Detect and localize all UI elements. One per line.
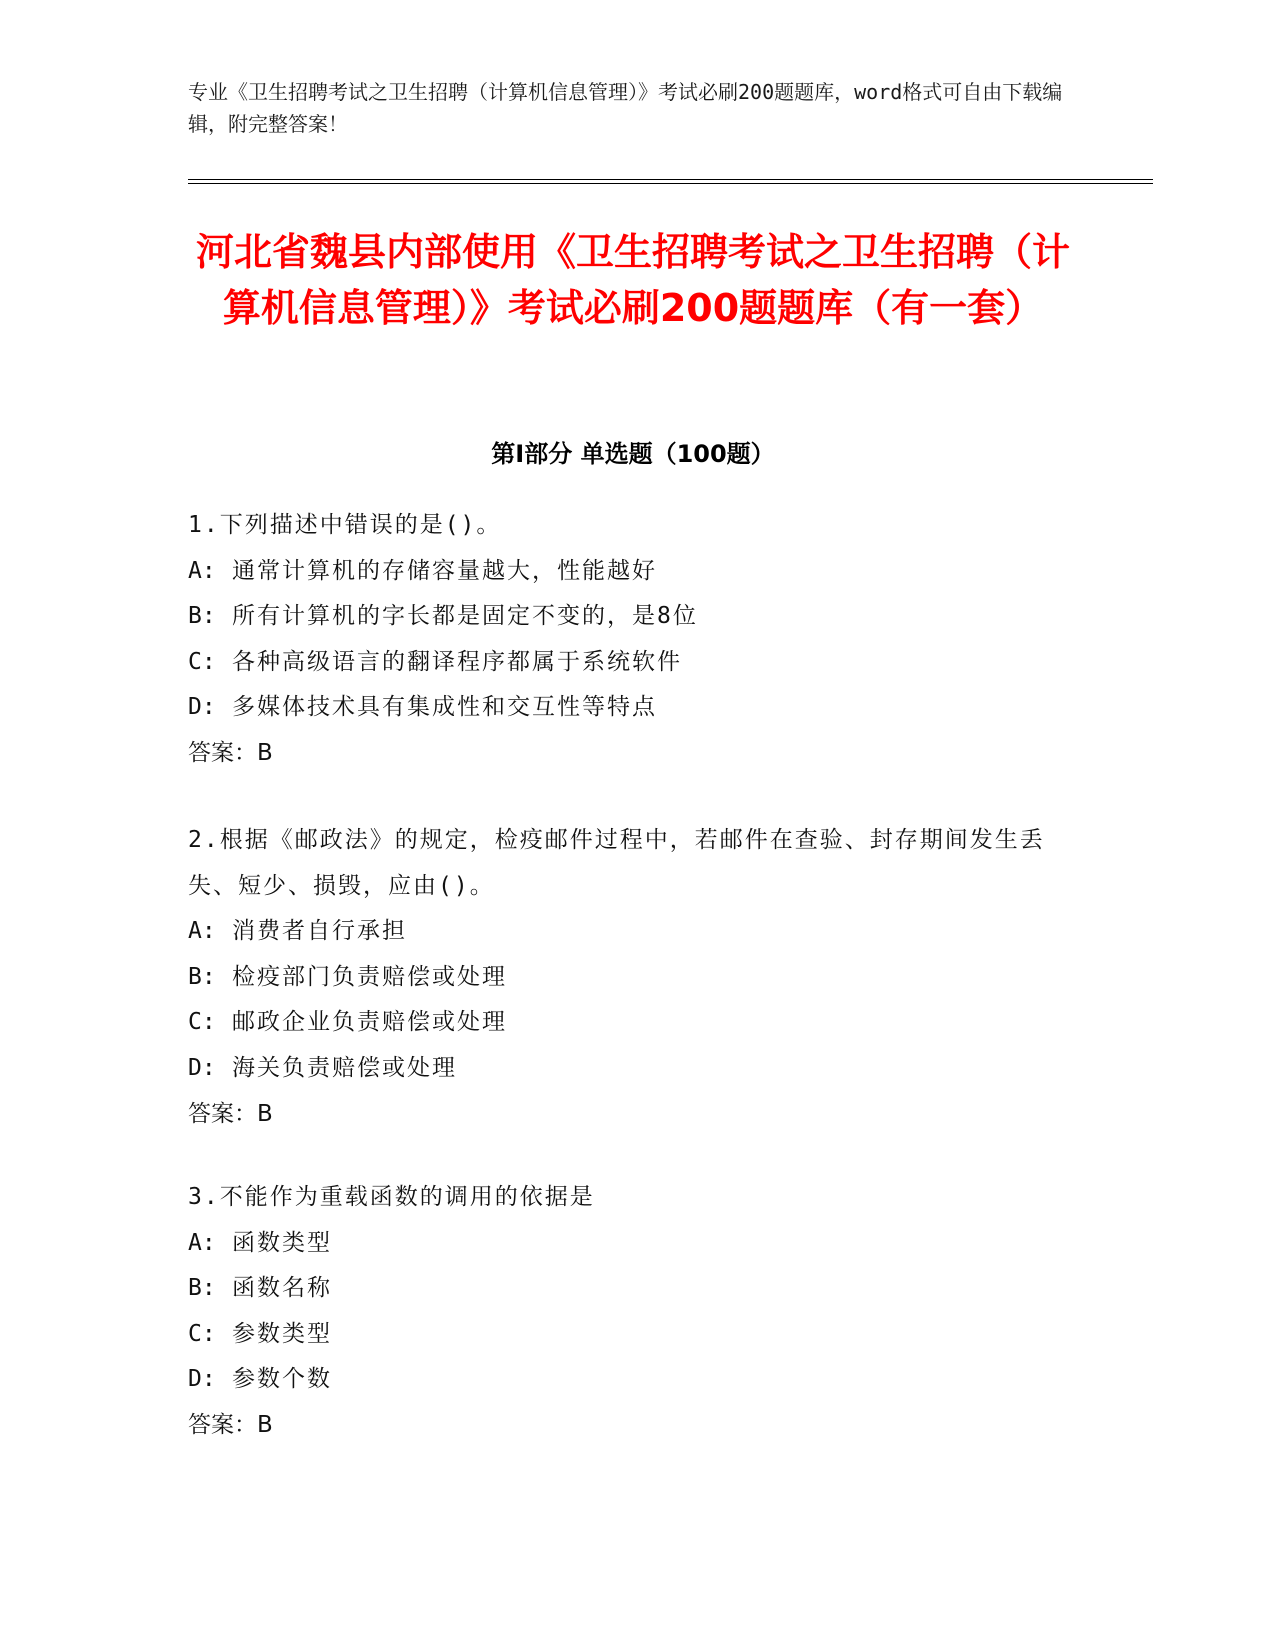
option-b <box>188 955 1068 1001</box>
question-stem: 2.根据《邮政法》的规定，检疫邮件过程中，若邮件在查验、封存期间发生丢失、短少、损毁，应由()。 <box>188 827 1045 899</box>
question-block-2 <box>188 818 1068 1137</box>
option-key: C: <box>188 648 216 675</box>
option-a <box>188 909 1068 955</box>
option-text: 邮政企业负责赔偿或处理 <box>232 1009 507 1036</box>
option-d <box>188 1357 1068 1403</box>
option-b <box>188 1266 1068 1312</box>
option-key: C: <box>188 1009 216 1036</box>
option-a <box>188 1221 1068 1267</box>
option-b <box>188 594 1068 640</box>
option-key: C: <box>188 1320 216 1347</box>
header-note: 专业《卫生招聘考试之卫生招聘（计算机信息管理）》考试必刷200题题库，word格式可自由下载编辑，附完整答案！ <box>188 80 1063 136</box>
option-key: B: <box>188 963 216 990</box>
header-divider-bottom <box>188 183 1153 184</box>
option-c <box>188 640 1068 686</box>
option-a <box>188 549 1068 595</box>
option-key: D: <box>188 1366 216 1393</box>
option-text: 函数名称 <box>232 1275 332 1302</box>
header-divider-top <box>188 179 1153 180</box>
section-title: 第Ⅰ部分 单选题（100题） <box>491 440 775 468</box>
option-key: B: <box>188 603 216 630</box>
document-title: 河北省魏县内部使用《卫生招聘考试之卫生招聘（计算机信息管理）》考试必刷200题题库（有一套） <box>195 230 1070 330</box>
option-key: D: <box>188 694 216 721</box>
answer: 答案：B <box>188 1411 273 1438</box>
option-c <box>188 1312 1068 1358</box>
option-key: B: <box>188 1275 216 1302</box>
option-text: 各种高级语言的翻译程序都属于系统软件 <box>232 648 682 675</box>
option-text: 通常计算机的存储容量越大，性能越好 <box>232 557 657 584</box>
option-c <box>188 1000 1068 1046</box>
option-text: 检疫部门负责赔偿或处理 <box>232 963 507 990</box>
answer: 答案：B <box>188 739 273 766</box>
question-stem: 3.不能作为重载函数的调用的依据是 <box>188 1184 595 1210</box>
option-key: A: <box>188 1229 216 1256</box>
option-text: 海关负责赔偿或处理 <box>232 1054 457 1081</box>
option-text: 多媒体技术具有集成性和交互性等特点 <box>232 694 657 721</box>
question-stem: 1.下列描述中错误的是()。 <box>188 512 502 538</box>
option-key: D: <box>188 1054 216 1081</box>
option-key: A: <box>188 918 216 945</box>
option-d <box>188 685 1068 731</box>
question-block-3 <box>188 1175 1068 1449</box>
option-d <box>188 1046 1068 1092</box>
option-text: 所有计算机的字长都是固定不变的，是8位 <box>232 603 698 630</box>
answer: 答案：B <box>188 1100 273 1127</box>
option-text: 参数类型 <box>232 1320 332 1347</box>
option-text: 函数类型 <box>232 1229 332 1256</box>
option-text: 参数个数 <box>232 1366 332 1393</box>
question-block-1 <box>188 503 1068 777</box>
option-key: A: <box>188 557 216 584</box>
option-text: 消费者自行承担 <box>232 918 407 945</box>
